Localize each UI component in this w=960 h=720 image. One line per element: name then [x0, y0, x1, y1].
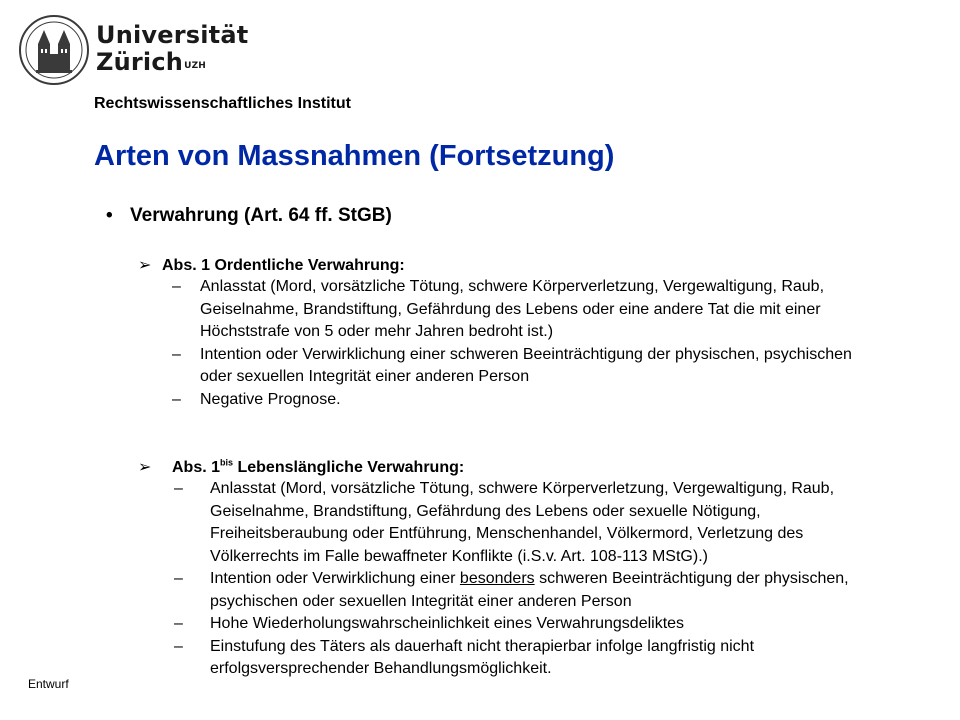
university-seal-icon: [18, 14, 90, 86]
list-item-text: Intention oder Verwirklichung einer schweren Beeinträchtigung der physischen, psychischen oder sexuellen Integrität einer anderen Person: [200, 345, 852, 385]
criteria-list-ordinary: [172, 276, 880, 411]
main-bullet-text: Verwahrung (Art. 64 ff. StGB): [130, 205, 392, 226]
list-item-text: Hohe Wiederholungswahrscheinlichkeit eines Verwahrungsdeliktes: [210, 615, 685, 632]
arrow-bullet-icon: ➢: [138, 257, 152, 274]
list-item: [172, 276, 880, 344]
list-item: [172, 344, 880, 389]
university-name-line1: Universität: [96, 21, 249, 49]
list-item: [174, 613, 880, 636]
section-heading-text: Abs. 1: [172, 459, 221, 476]
section-heading-sup: bis: [220, 457, 234, 468]
section-heading-ordinary: [138, 255, 405, 275]
list-item-text-post: schweren Beeinträchtigung der physischen, psychischen oder sexuellen Integrität einer anderen Person: [210, 570, 849, 610]
slide-title: Arten von Massnahmen (Fortsetzung): [94, 140, 615, 172]
list-item-text: Negative Prognose.: [200, 390, 341, 408]
dash-marker: –: [172, 278, 181, 295]
university-name-line2: Zürich: [96, 48, 184, 76]
dash-marker: –: [174, 615, 183, 632]
university-name: [96, 22, 248, 76]
dash-marker: –: [174, 637, 183, 655]
section-heading-text-rest: Lebenslängliche Verwahrung:: [233, 459, 465, 476]
list-item: [174, 636, 880, 681]
bullet-marker: •: [106, 205, 113, 226]
list-item-text: Anlasstat (Mord, vorsätzliche Tötung, schwere Körperverletzung, Vergewaltigung, Raub, Geiselnahme, Brandstiftung, Gefährdung des Lebens oder eine andere Tat die mit einer Höchststrafe von 5 oder mehr Jahren bedroht ist.): [200, 278, 825, 340]
list-item-text: Anlasstat (Mord, vorsätzliche Tötung, schwere Körperverletzung, Vergewaltigung, Raub, Geiselnahme, Brandstiftung, Gefährdung des Lebens oder sexuelle Nötigung, Freiheitsberaubung oder Entführung, Menschenhandel, Völkermord, Verletzung des Völkerrechts im Falle bewaffneter Konflikte (i.S.v. Art. 108-113 MStG).): [210, 480, 835, 565]
list-item: [172, 389, 880, 412]
university-abbrev: UZH: [184, 61, 207, 71]
emphasis-underlined: besonders: [459, 570, 535, 587]
list-item-text: Einstufung des Täters als dauerhaft nicht therapierbar infolge langfristig nicht erfolgsversprechender Behandlungsmöglichkeit.: [210, 637, 755, 677]
university-name-line2-wrap: [96, 49, 248, 76]
institute-name: Rechtswissenschaftliches Institut: [94, 95, 351, 112]
dash-marker: –: [172, 345, 181, 363]
list-item-text-pre: Intention oder Verwirklichung einer: [210, 570, 460, 587]
dash-marker: –: [174, 570, 183, 587]
list-item: [174, 478, 880, 568]
section-heading-lifelong: [138, 457, 464, 477]
dash-marker: –: [172, 390, 181, 408]
dash-marker: –: [174, 480, 183, 497]
draft-label: Entwurf: [28, 677, 69, 691]
criteria-list-lifelong: [174, 478, 880, 681]
list-item: [174, 568, 880, 613]
section-heading-text: Abs. 1 Ordentliche Verwahrung:: [162, 257, 405, 274]
main-bullet: [106, 205, 392, 227]
arrow-bullet-icon: ➢: [138, 459, 152, 476]
